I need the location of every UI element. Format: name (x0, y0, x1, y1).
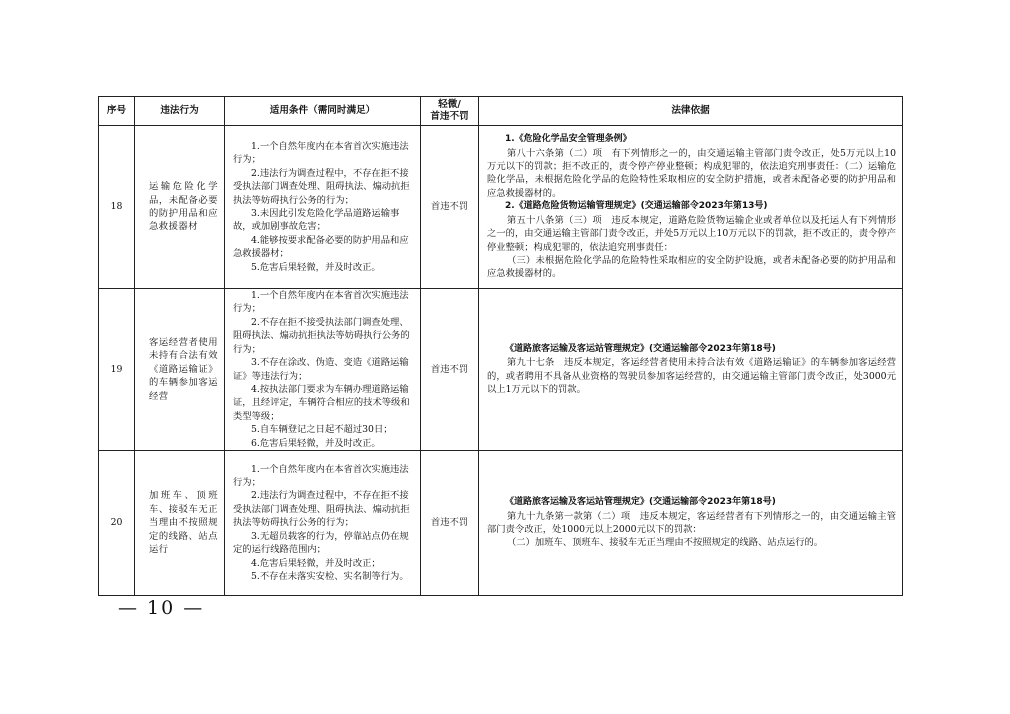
law-paragraph: 第八十六条第（二）项 有下列情形之一的，由交通运输主管部门责令改正，处5万元以上10万元以下的罚款；拒不改正的，责令停产停业整顿；构成犯罪的，依法追究刑事责任：（二）运输危险化学品，未根据危险化学品的危险特性采取相应的安全防护措施，或者未配备必要的防护用品和应急救援器材的。 (487, 147, 896, 199)
legal-basis-cell (479, 126, 903, 289)
law-paragraph: （二）加班车、顶班车、接驳车无正当理由不按照规定的线路、站点运行的。 (507, 537, 824, 549)
condition-item: 3.未因此引发危险化学品道路运输事故，或加剧事故危害； (233, 208, 400, 233)
conditions-cell (225, 126, 421, 289)
law-source-title: 《道路旅客运输及客运站管理规定》(交通运输部令2023年第18号) (505, 343, 776, 354)
law-source-title: 2.《道路危险货物运输管理规定》(交通运输部令2023年第13号) (505, 201, 768, 212)
header-violation: 违法行为 (135, 97, 225, 126)
condition-item: 3.无超员载客的行为，停靠站点仍在规定的运行线路范围内； (233, 530, 409, 556)
row-number: 19 (99, 289, 135, 451)
condition-item: 6.危害后果轻微，并及时改正。 (251, 437, 381, 449)
penalty-type: 首违不罚 (421, 126, 479, 289)
conditions-cell (225, 451, 421, 596)
header-no: 序号 (99, 97, 135, 126)
law-paragraph: 第九十七条 违反本规定，客运经营者使用未持合法有效《道路运输证》的车辆参加客运经营的，或者聘用不具备从业资格的驾驶员参加客运经营的，由交通运输主管部门责令改正，处3000元以上1万元以下的罚款。 (487, 357, 896, 395)
regulation-table (98, 96, 903, 596)
law-source-title: 1.《危险化学品安全管理条例》 (505, 134, 632, 145)
condition-item: 4.能够按要求配备必要的防护用品和应急救援器材； (233, 234, 409, 260)
legal-basis-cell (479, 451, 903, 596)
header-penalty-line2: 首违不罚 (430, 111, 469, 122)
condition-item: 3.不存在涂改、伪造、变造《道路运输证》等违法行为； (233, 357, 409, 382)
violation-text: 加班车、顶班车、接驳车无正当理由不按照规定的线路、站点运行 (135, 451, 225, 596)
condition-item: 2.违法行为调查过程中，不存在拒不接受执法部门调查处理、阻碍执法、煽动抗拒执法等妨碍执行公务的行为； (233, 167, 410, 206)
row-number: 20 (99, 451, 135, 596)
violation-text: 运输危险化学品，未配备必要的防护用品和应急救援器材 (135, 126, 225, 289)
page-number: — 10 — (118, 597, 205, 619)
legal-basis-cell (479, 289, 903, 451)
row-number: 18 (99, 126, 135, 289)
table-header-row (99, 97, 903, 126)
table-row (99, 289, 903, 451)
header-legal-basis: 法律依据 (479, 97, 903, 126)
penalty-type: 首违不罚 (421, 289, 479, 451)
law-paragraph: 第五十八条第（三）项 违反本规定，道路危险货物运输企业或者单位以及托运人有下列情形之一的，由交通运输主管部门责令改正，并处5万元以上10万元以下的罚款，拒不改正的，责令停产停业整顿；构成犯罪的，依法追究刑事责任： (487, 214, 896, 253)
law-paragraph: （三）未根据危险化学品的危险特性采取相应的安全防护设施，或者未配备必要的防护用品和应急救援器材的。 (487, 254, 896, 280)
condition-item: 4.危害后果轻微，并及时改正； (251, 557, 381, 569)
condition-item: 1.一个自然年度内在本省首次实施违法行为； (233, 290, 409, 315)
condition-item: 2.违法行为调查过程中，不存在拒不接受执法部门调查处理、阻碍执法、煽动抗拒执法等妨碍执行公务的行为； (233, 490, 410, 529)
header-penalty-line1: 轻微/ (438, 99, 461, 110)
law-source-title: 《道路旅客运输及客运站管理规定》(交通运输部令2023年第18号) (505, 497, 776, 508)
condition-item: 1.一个自然年度内在本省首次实施违法行为； (233, 463, 409, 489)
condition-item: 5.不存在未落实安检、实名制等行为。 (251, 570, 409, 582)
condition-item: 5.自车辆登记之日起不超过30日； (251, 424, 393, 436)
header-conditions: 适用条件（需同时满足） (225, 97, 421, 126)
header-penalty (421, 97, 479, 126)
condition-item: 5.危害后果轻微，并及时改正。 (251, 261, 381, 273)
conditions-cell (225, 289, 421, 451)
table-row (99, 451, 903, 596)
violation-text: 客运经营者使用未持有合法有效《道路运输证》的车辆参加客运经营 (135, 289, 225, 451)
table-row (99, 126, 903, 289)
penalty-type: 首违不罚 (421, 451, 479, 596)
law-paragraph: 第九十九条第一款第（二）项 违反本规定，客运经营者有下列情形之一的，由交通运输主管部门责令改正，处1000元以上2000元以下的罚款： (487, 510, 896, 535)
condition-item: 2.不存在拒不接受执法部门调查处理、阻碍执法、煽动抗拒执法等妨碍执行公务的行为； (233, 316, 410, 355)
condition-item: 1.一个自然年度内在本省首次实施违法行为； (233, 140, 409, 166)
condition-item: 4.按执法部门要求为车辆办理道路运输证，且经评定，车辆符合相应的技术等级和类型等级； (233, 383, 410, 422)
